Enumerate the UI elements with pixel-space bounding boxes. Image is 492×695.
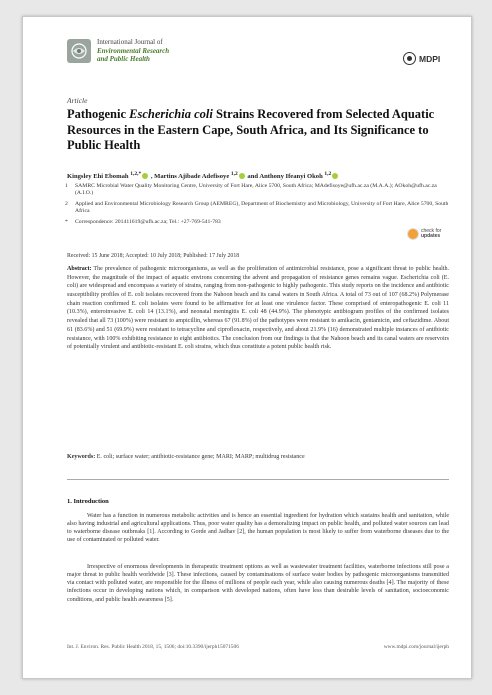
correspondence-text: Correspondence: 201411619@ufh.ac.za; Tel.: +27-769-541-783 bbox=[75, 219, 221, 225]
author-3: and Anthony Ifeanyi Okoh bbox=[245, 173, 325, 181]
keywords-text: E. coli; surface water; antibiotic-resistance gene; MARI; MARP; multidrug resistance bbox=[96, 454, 305, 460]
publisher-name: MDPI bbox=[419, 53, 441, 64]
orcid-icon[interactable] bbox=[332, 173, 338, 179]
journal-name bbox=[97, 38, 169, 64]
journal-name-line3: and Public Health bbox=[97, 55, 150, 63]
paper-page bbox=[22, 16, 472, 679]
affiliation-text: SAMRC Microbial Water Quality Monitoring Centre, University of Fort Hare, Alice 5700, South Africa; MAdefisoye@ufh.ac.za (M.A.A.); AOkoh@ufh.ac.za (A.I.O.) bbox=[75, 183, 437, 197]
title-part-3: Strains Recovered from Selected Aquatic Resources in the Eastern Cape, South Africa, and Its Significance to Public Health bbox=[67, 107, 435, 152]
title-part-1: Pathogenic bbox=[67, 107, 130, 121]
affiliation-mark: 1 bbox=[65, 183, 68, 189]
affiliation-1 bbox=[65, 183, 455, 198]
paper-title bbox=[67, 107, 437, 154]
abstract bbox=[67, 265, 449, 352]
affiliation-text: Applied and Environmental Microbiology Research Group (AEMREG), Department of Biochemistry and Microbiology, University of Fort Hare, Alice 5700, South Africa bbox=[75, 201, 449, 215]
check-for-updates-button[interactable] bbox=[407, 228, 441, 240]
affiliation-2 bbox=[65, 201, 455, 216]
publisher-logo bbox=[403, 52, 440, 65]
affiliation-mark: 2 bbox=[65, 201, 68, 207]
mdpi-mark-icon bbox=[403, 52, 416, 65]
correspondence bbox=[65, 219, 455, 226]
keywords-label: Keywords: bbox=[67, 454, 96, 460]
publication-dates: Received: 15 June 2018; Accepted: 10 July 2018; Published: 17 July 2018 bbox=[67, 253, 240, 259]
updates-line2: updates bbox=[421, 233, 441, 239]
author-3-aff: 1,2 bbox=[324, 171, 332, 177]
body-paragraph-1: Water has a function in numerous metabolic activities and is hence an essential ingredient for hydration which sustains health and sanitation, while also having industrial and agricultural applications. Thus, poor water quality has a demoralizing impact on public health, and polluted water sources can lead to waterborne disease outbreaks [1]. According to Gorde and Jadhav [2], the human population is most likely to suffer from waterborne diseases due to the use of contaminated or polluted water. bbox=[67, 513, 449, 544]
author-1: Kingsley Ehi Ebomah bbox=[67, 173, 131, 181]
orcid-icon[interactable] bbox=[142, 173, 148, 179]
updates-line1: check for bbox=[421, 227, 442, 234]
orcid-icon[interactable] bbox=[239, 173, 245, 179]
journal-name-line2: Environmental Research bbox=[97, 46, 170, 55]
author-2: , Martins Ajibade Adefisoye bbox=[149, 173, 231, 181]
author-1-aff: 1,2,* bbox=[130, 171, 142, 177]
abstract-text: The prevalence of pathogenic microorganisms, as well as the proliferation of antimicrobial resistance, pose a significant threat to public health. However, the magnitude of the impact of aquatic environs concerning the advent and propagation of resistance genes remains vague. Escherichia coli (E. coli) are widespread and encompass a variety of strains, ranging from non-pathogenic to highly pathogenic. This study reports on the incidence and antibiotic susceptibility profiles of E. coli isolates recovered from the Nahoon beach and its canal waters in South Africa. A total of 73 out of 107 (68.2%) Polymerase chain reaction confirmed E. coli isolates were found to be affirmative for at least one virulence factor. These comprised of enteropathogenic E. coli 11 (10.3%), enteroinvasive E. coli 14 (13.1%), and neonatal meningitis E. coli 48 (44.9%). The phenotypic antibiogram profiles of the confirmed isolates revealed that all 73 (100%) were resistant to ampicillin, whereas 67 (91.8%) of the pathotypes were resistant to amikacin, gentamicin, and ceftazidime. About 61 (83.6%) and 51 (69.9%) were resistant to tetracycline and ciprofloxacin, respectively, and about 21.9% (16) demonstrated multiple instances of antibiotic resistance, with 100% exhibiting resistance to eight antibiotics. The conclusion from our findings is that the Nahoon beach and its canal waters are reservoirs of potentially virulent and antibiotic-resistant E. coli strains, which thus constitute a potent public health risk. bbox=[67, 266, 449, 351]
section-heading: 1. Introduction bbox=[67, 498, 109, 505]
abstract-label: Abstract: bbox=[67, 266, 92, 272]
author-2-aff: 1,2 bbox=[230, 171, 238, 177]
title-species: Escherichia coli bbox=[129, 107, 213, 121]
journal-logo-icon bbox=[67, 39, 91, 63]
author-list bbox=[67, 171, 457, 180]
keywords bbox=[67, 454, 449, 460]
body-paragraph-2: Irrespective of enormous developments in therapeutic treatment options as well as wastewater treatment facilities, waterborne infections still pose a major threat to public health worldwide [3]. These infections, caused by contaminations of surface water bodies by pathogenic microorganisms transmitted via contact with polluted water, are responsible for the illness of millions of people each year, while also causing numerous deaths [4]. The majority of these infections occur in developing nations which, in comparison with developed nations, often have less than desirable levels of sanitation, socioeconomic conditions, and public health awareness [5]. bbox=[67, 564, 449, 603]
updates-icon bbox=[407, 228, 419, 240]
footer-url[interactable]: www.mdpi.com/journal/ijerph bbox=[383, 644, 449, 650]
article-type: Article bbox=[67, 96, 88, 105]
journal-name-line1: International Journal of bbox=[97, 38, 163, 46]
section-divider bbox=[67, 479, 449, 480]
affiliation-mark: * bbox=[65, 219, 68, 225]
page-footer bbox=[67, 644, 449, 650]
footer-citation: Int. J. Environ. Res. Public Health 2018, 15, 1506; doi:10.3390/ijerph15071506 bbox=[67, 644, 239, 650]
